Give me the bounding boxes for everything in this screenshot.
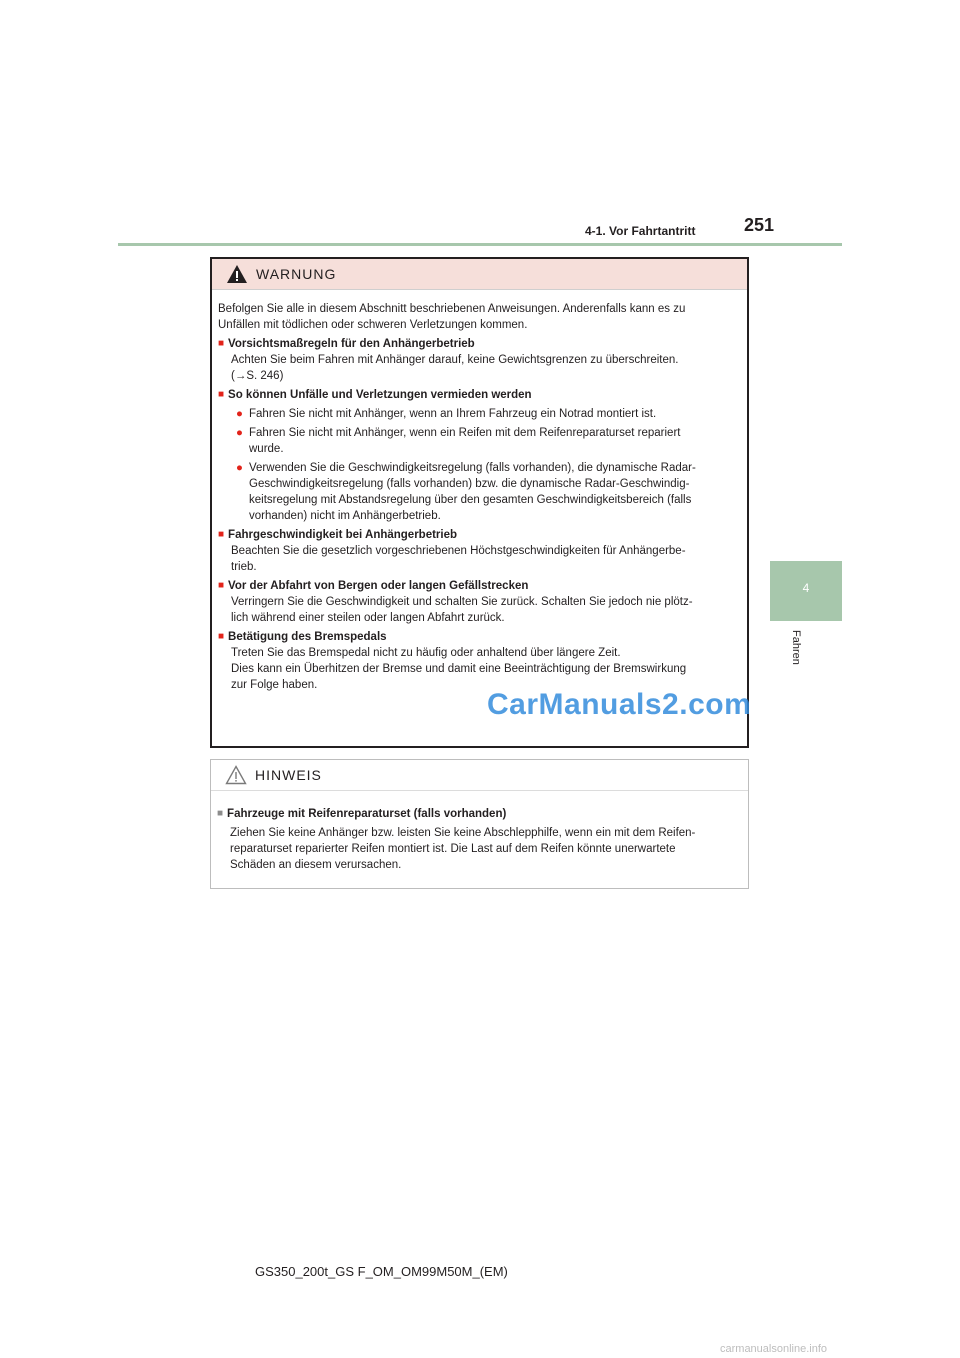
list-item-text — [249, 406, 741, 422]
body-line: zur Folge haben. — [231, 679, 318, 691]
note-header — [211, 760, 748, 791]
topic-speed — [218, 527, 741, 575]
warning-box — [210, 257, 752, 748]
warning-header — [212, 259, 747, 290]
topic-repair-kit — [217, 806, 742, 873]
topic-title — [217, 806, 742, 822]
chapter-tab — [770, 561, 842, 621]
topic-title-text: Fahrgeschwindigkeit bei Anhängerbetrieb — [228, 529, 458, 541]
list-item — [218, 406, 741, 422]
square-bullet-icon: ■ — [218, 338, 225, 349]
warning-content — [212, 290, 747, 693]
topic-brake-pedal — [218, 629, 741, 693]
topic-title-text: Vor der Abfahrt von Bergen oder langen Gefällstrecken — [228, 580, 529, 592]
header-rule — [118, 243, 842, 246]
square-bullet-icon: ■ — [218, 389, 225, 400]
body-line: wurde. — [249, 443, 284, 455]
body-line: vorhanden) nicht im Anhängerbetrieb. — [249, 510, 441, 522]
footer-code: GS350_200t_GS F_OM_OM99M50M_(EM) — [255, 1264, 508, 1279]
list-item-text — [249, 425, 741, 457]
body-line: Schäden an diesem verursachen. — [230, 859, 402, 871]
list-item-text — [249, 460, 741, 524]
watermark-logo: CarManuals2.com — [487, 688, 752, 721]
watermark-footer: carmanualsonline.info — [720, 1343, 828, 1355]
topic-title — [218, 629, 741, 645]
topic-downhill — [218, 578, 741, 626]
topic-title-text: Vorsichtsmaßregeln für den Anhängerbetrieb — [228, 338, 475, 350]
caution-triangle-icon — [225, 765, 247, 785]
topic-title — [218, 387, 741, 403]
body-line: lich während einer steilen oder langen Abfahrt zurück. — [231, 612, 505, 624]
circle-bullet-icon: ● — [236, 408, 243, 420]
body-line: (→S. 246) — [231, 370, 284, 382]
body-line: Fahren Sie nicht mit Anhänger, wenn an Ihrem Fahrzeug ein Notrad montiert ist. — [249, 408, 657, 420]
body-line: Dies kann ein Überhitzen der Bremse und damit eine Beeinträchtigung der Bremswirkung — [231, 663, 687, 675]
topic-title — [218, 527, 741, 543]
intro-line: Unfällen mit tödlichen oder schweren Verletzungen kommen. — [218, 319, 528, 331]
list-item — [218, 425, 741, 457]
topic-title — [218, 336, 741, 352]
body-line: Beachten Sie die gesetzlich vorgeschriebenen Höchstgeschwindigkeiten für Anhängerbe- — [231, 545, 686, 557]
warning-heading: WARNUNG — [256, 266, 337, 282]
body-line: Verwenden Sie die Geschwindigkeitsregelung (falls vorhanden), die dynamische Radar- — [249, 462, 696, 474]
list-item — [218, 460, 741, 524]
topic-body — [218, 645, 741, 693]
body-line: Verringern Sie die Geschwindigkeit und schalten Sie zurück. Schalten Sie jedoch nie plötz- — [231, 596, 693, 608]
note-heading: HINWEIS — [255, 767, 322, 783]
body-line: Fahren Sie nicht mit Anhänger, wenn ein Reifen mit dem Reifenreparaturset repariert — [249, 427, 681, 439]
body-line: Achten Sie beim Fahren mit Anhänger darauf, keine Gewichtsgrenzen zu überschreiten. — [231, 354, 679, 366]
body-line: Treten Sie das Bremspedal nicht zu häufig oder anhaltend über längere Zeit. — [231, 647, 621, 659]
circle-bullet-icon: ● — [236, 462, 243, 474]
intro-line: Befolgen Sie alle in diesem Abschnitt beschriebenen Anweisungen. Anderenfalls kann es zu — [218, 303, 686, 315]
body-line: keitsregelung mit Abstandsregelung über den gesamten Geschwindigkeitsbereich (falls — [249, 494, 692, 506]
square-bullet-icon: ■ — [217, 808, 224, 819]
section-title: 4-1. Vor Fahrtantritt — [585, 224, 696, 238]
warning-intro — [218, 301, 741, 333]
page-number: 251 — [744, 215, 775, 235]
body-line: Ziehen Sie keine Anhänger bzw. leisten Sie keine Abschlepphilfe, wenn ein mit dem Reifen- — [230, 827, 696, 839]
topic-title-text: Fahrzeuge mit Reifenreparaturset (falls vorhanden) — [227, 808, 507, 820]
square-bullet-icon: ■ — [218, 580, 225, 591]
circle-bullet-icon: ● — [236, 427, 243, 439]
topic-title-text: Betätigung des Bremspedals — [228, 631, 387, 643]
body-line: trieb. — [231, 561, 257, 573]
topic-title — [218, 578, 741, 594]
square-bullet-icon: ■ — [218, 631, 225, 642]
chapter-number: 4 — [802, 581, 810, 595]
topic-trailer-precautions — [218, 336, 741, 384]
topic-body — [217, 825, 742, 873]
topic-body — [218, 594, 741, 626]
body-line: reparaturset reparierter Reifen montiert ist. Die Last auf dem Reifen könnte unerwartete — [230, 843, 676, 855]
note-box — [210, 759, 749, 889]
topic-title-text: So können Unfälle und Verletzungen vermieden werden — [228, 389, 532, 401]
warning-triangle-icon — [226, 264, 248, 284]
topic-avoid-accidents — [218, 387, 741, 524]
square-bullet-icon: ■ — [218, 529, 225, 540]
topic-body — [218, 543, 741, 575]
body-line: Geschwindigkeitsregelung (falls vorhanden) bzw. die dynamische Radar-Geschwindig- — [249, 478, 690, 490]
note-content — [211, 791, 748, 873]
topic-body — [218, 352, 741, 384]
chapter-label: Fahren — [790, 630, 802, 665]
